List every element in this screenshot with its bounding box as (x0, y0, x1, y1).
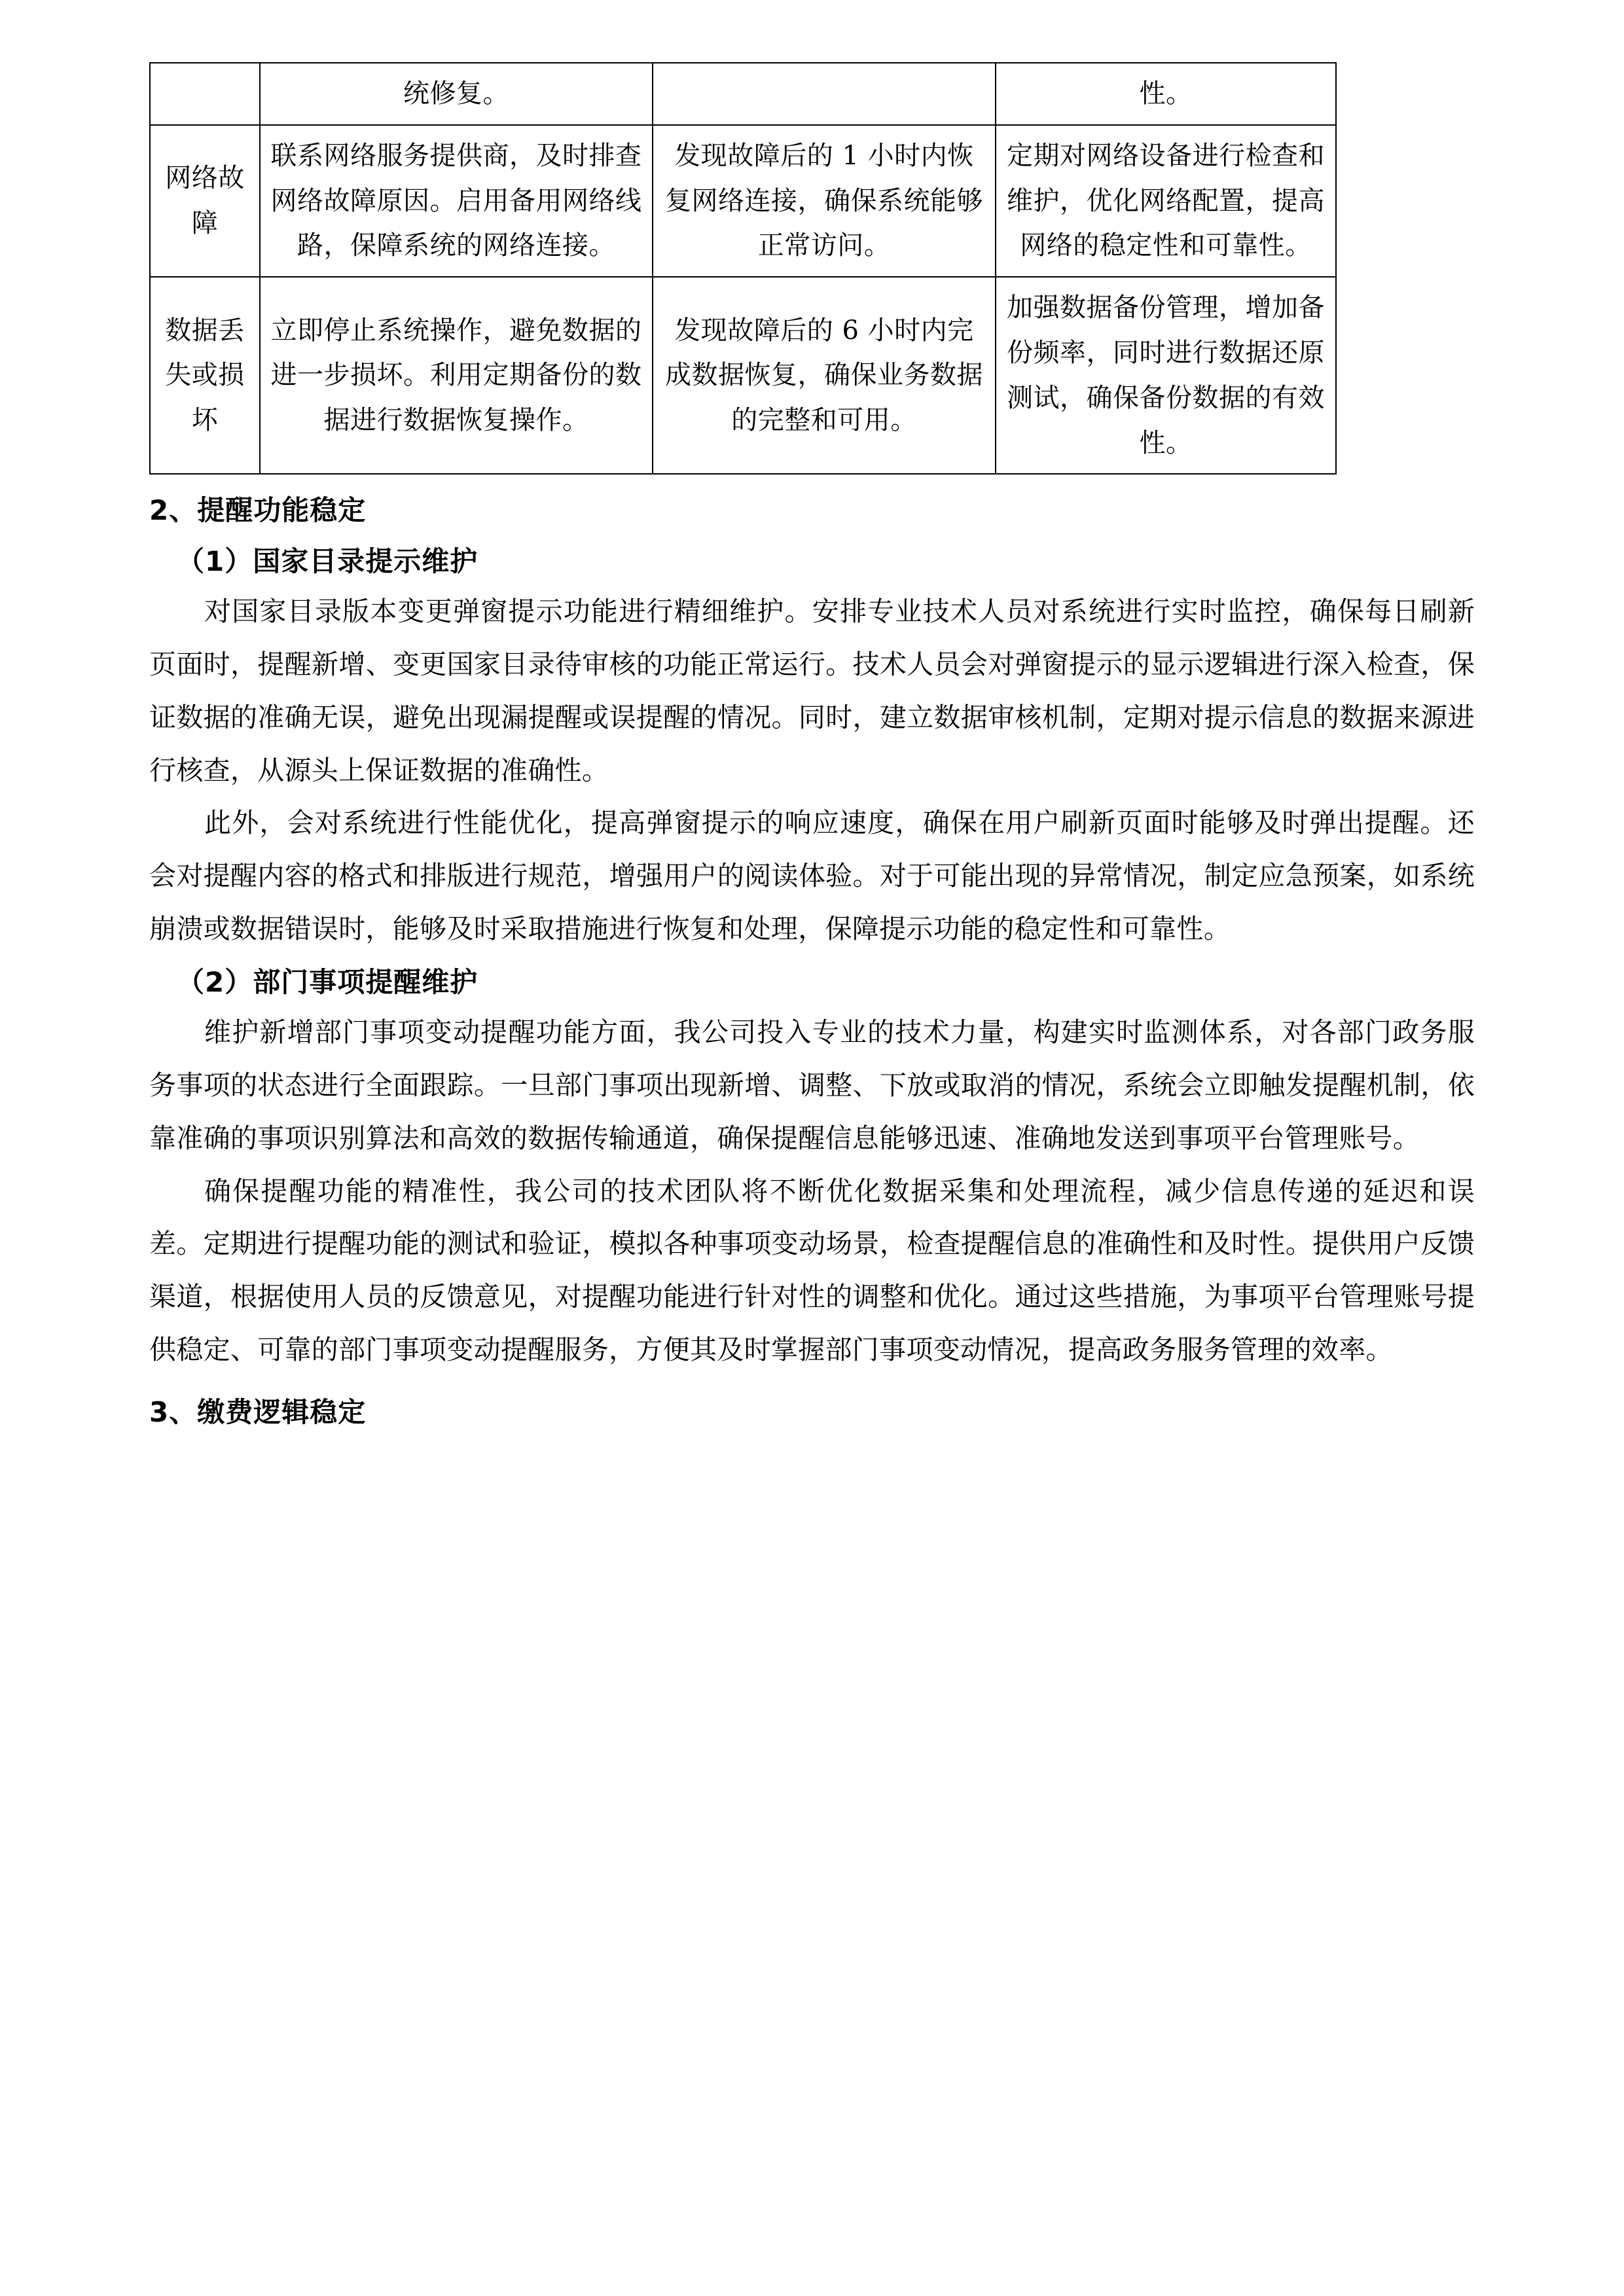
cell-risk-recovery: 发现故障后的 1 小时内恢复网络连接，确保系统能够正常访问。 (653, 125, 996, 277)
risk-response-table (149, 62, 1337, 475)
cell-risk-recovery: 发现故障后的 6 小时内完成数据恢复，确保业务数据的完整和可用。 (653, 277, 996, 474)
cell-continued-recovery (653, 63, 996, 125)
table-row-continued (150, 63, 1336, 125)
paragraph-2-2-2: 确保提醒功能的精准性，我公司的技术团队将不断优化数据采集和处理流程，减少信息传递的延迟和误差。定期进行提醒功能的测试和验证，模拟各种事项变动场景，检查提醒信息的准确性和及时性。提供用户反馈渠道，根据使用人员的反馈意见，对提醒功能进行针对性的调整和优化。通过这些措施，为事项平台管理账号提供稳定、可靠的部门事项变动提醒服务，方便其及时掌握部门事项变动情况，提高政务服务管理的效率。 (149, 1175, 1475, 1365)
cell-risk-label: 网络故障 (150, 125, 260, 277)
cell-risk-measures: 联系网络服务提供商，及时排查网络故障原因。启用备用网络线路，保障系统的网络连接。 (260, 125, 653, 277)
cell-continued-prevention: 性。 (996, 63, 1336, 125)
cell-risk-measures: 立即停止系统操作，避免数据的进一步损坏。利用定期备份的数据进行数据恢复操作。 (260, 277, 653, 474)
cell-risk-label: 数据丢失或损坏 (150, 277, 260, 474)
table-row (150, 277, 1336, 474)
section-heading-3: 3、缴费逻辑稳定 (149, 1395, 367, 1428)
cell-risk-prevention: 定期对网络设备进行检查和维护，优化网络配置，提高网络的稳定性和可靠性。 (996, 125, 1336, 277)
table-row (150, 125, 1336, 277)
cell-continued-measures: 统修复。 (260, 63, 653, 125)
paragraph-2-2-1: 维护新增部门事项变动提醒功能方面，我公司投入专业的技术力量，构建实时监测体系，对各部门政务服务事项的状态进行全面跟踪。一旦部门事项出现新增、调整、下放或取消的情况，系统会立即触发提醒机制，依靠准确的事项识别算法和高效的数据传输通道，确保提醒信息能够迅速、准确地发送到事项平台管理账号。 (149, 1016, 1475, 1154)
paragraph-2-1-1: 对国家目录版本变更弹窗提示功能进行精细维护。安排专业技术人员对系统进行实时监控，确保每日刷新页面时，提醒新增、变更国家目录待审核的功能正常运行。技术人员会对弹窗提示的显示逻辑进行深入检查，保证数据的准确无误，避免出现漏提醒或误提醒的情况。同时，建立数据审核机制，定期对提示信息的数据来源进行核查，从源头上保证数据的准确性。 (149, 596, 1475, 786)
cell-continued-label (150, 63, 260, 125)
subsection-heading-2-2: （2）部门事项提醒维护 (177, 965, 478, 998)
subsection-heading-2-1: （1）国家目录提示维护 (177, 545, 478, 577)
paragraph-2-1-2: 此外，会对系统进行性能优化，提高弹窗提示的响应速度，确保在用户刷新页面时能够及时弹出提醒。还会对提醒内容的格式和排版进行规范，增强用户的阅读体验。对于可能出现的异常情况，制定应急预案，如系统崩溃或数据错误时，能够及时采取措施进行恢复和处理，保障提示功能的稳定性和可靠性。 (149, 807, 1475, 944)
section-heading-2: 2、提醒功能稳定 (149, 494, 367, 527)
cell-risk-prevention: 加强数据备份管理，增加备份频率，同时进行数据还原测试，确保备份数据的有效性。 (996, 277, 1336, 474)
